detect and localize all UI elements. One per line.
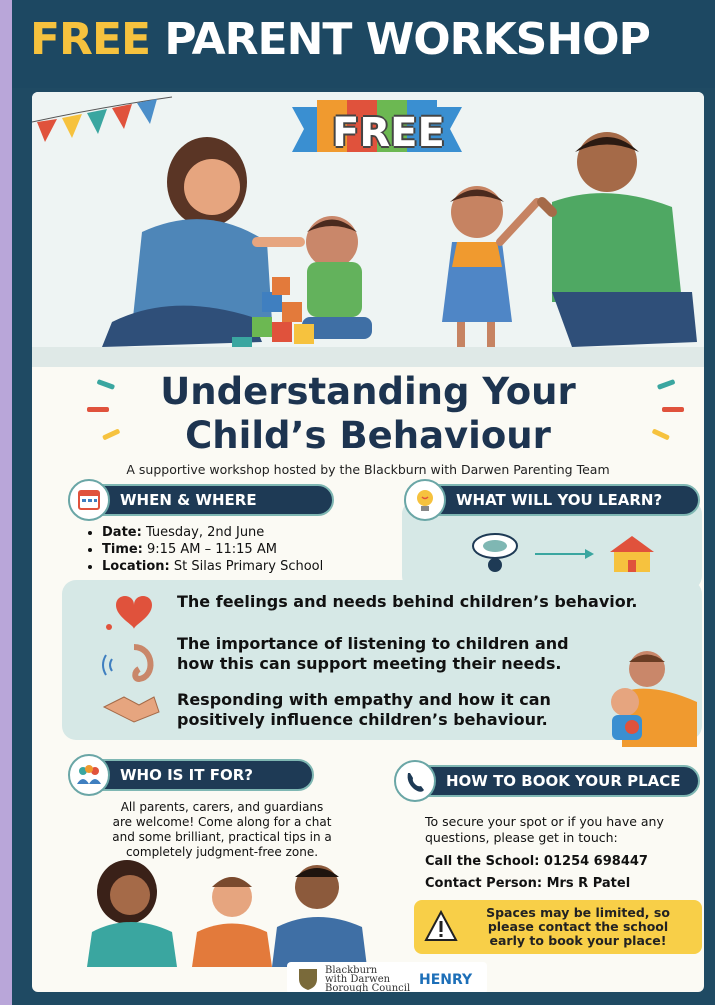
- banner-title-rest: PARENT WORKSHOP: [164, 14, 650, 65]
- poster-body: [32, 92, 704, 992]
- thinking-to-home-icon: [460, 532, 670, 576]
- learn-point-2a: The importance of listening to children and: [177, 634, 569, 653]
- henry-logo: HENRY: [419, 972, 473, 988]
- notice-line-1: Spaces may be limited, so: [486, 905, 670, 920]
- poster: [12, 0, 715, 1005]
- event-date-label: Date:: [102, 525, 142, 540]
- learn-point-icons: [94, 587, 164, 727]
- spaces-notice: [414, 900, 702, 954]
- girl-figure: [442, 186, 537, 347]
- book-intro: [425, 814, 695, 846]
- learn-point-1: The feelings and needs behind children’s behavior.: [177, 592, 638, 611]
- calendar-icon: [68, 479, 110, 521]
- bunting: [32, 97, 172, 142]
- top-banner: [12, 0, 715, 88]
- hero-illustration: [32, 92, 704, 367]
- contact-line: Contact Person: Mrs R Patel: [425, 876, 631, 891]
- phone-icon: [394, 760, 436, 802]
- when-where-heading-label: WHEN & WHERE: [120, 491, 257, 509]
- workshop-title-line2: Child’s Behaviour: [185, 414, 551, 457]
- who-line-4: completely judgment-free zone.: [125, 845, 319, 859]
- notice-text: [462, 906, 694, 948]
- event-time-value: 9:15 AM – 11:15 AM: [147, 542, 277, 557]
- who-line-3: and some brilliant, practical tips in a: [112, 830, 332, 844]
- heart-icon: [116, 596, 152, 629]
- parents-group-illustration: [72, 857, 372, 967]
- when-where-heading: [74, 484, 334, 516]
- who-line-1: All parents, carers, and guardians: [120, 800, 324, 814]
- mother-figure: [102, 137, 300, 347]
- who-heading: [74, 759, 314, 791]
- event-date: [102, 524, 323, 541]
- book-heading: [400, 765, 700, 797]
- council-crest-icon: [295, 965, 321, 991]
- council-line-2: with Darwen: [325, 974, 391, 985]
- council-line-1: Blackburn: [325, 965, 378, 976]
- event-date-value: Tuesday, 2nd June: [145, 525, 265, 540]
- workshop-title: [32, 370, 704, 458]
- learn-point-3a: Responding with empathy and how it can: [177, 690, 551, 709]
- notice-line-3: early to book your place!: [489, 933, 667, 948]
- handshake-icon: [104, 697, 159, 722]
- free-ribbon-label: FREE: [332, 110, 445, 156]
- book-intro-line-2: questions, please get in touch:: [425, 830, 618, 845]
- council-name: [325, 966, 410, 992]
- father-child-illustration: [597, 647, 704, 747]
- council-line-3: Borough Council: [325, 983, 411, 992]
- lightbulb-icon: [404, 479, 446, 521]
- book-heading-label: HOW TO BOOK YOUR PLACE: [446, 772, 681, 790]
- book-intro-line-1: To secure your spot or if you have any: [425, 814, 664, 829]
- ear-icon: [134, 647, 150, 679]
- who-heading-label: WHO IS IT FOR?: [120, 766, 253, 784]
- event-details: [84, 524, 323, 575]
- event-time: [102, 541, 323, 558]
- workshop-title-line1: Understanding Your: [160, 370, 576, 413]
- event-time-label: Time:: [102, 542, 143, 557]
- event-location: [102, 558, 323, 575]
- call-line: Call the School: 01254 698447: [425, 854, 648, 869]
- learn-heading: [410, 484, 700, 516]
- event-location-label: Location:: [102, 559, 170, 574]
- warning-icon: [424, 910, 458, 942]
- event-location-value: St Silas Primary School: [173, 559, 324, 574]
- who-description: [87, 800, 357, 860]
- banner-title: [30, 14, 715, 65]
- workshop-subtitle: A supportive workshop hosted by the Blackburn with Darwen Parenting Team: [126, 462, 610, 477]
- footer-logos: [287, 962, 487, 992]
- notice-line-2: please contact the school: [487, 919, 669, 934]
- learn-point-3b: positively influence children’s behaviour.: [177, 710, 548, 729]
- people-icon: [68, 754, 110, 796]
- who-line-2: are welcome! Come along for a chat: [112, 815, 332, 829]
- learn-point-2b: how this can support meeting their needs.: [177, 654, 562, 673]
- banner-title-accent: FREE: [30, 14, 151, 65]
- father-figure: [542, 132, 697, 347]
- learn-heading-label: WHAT WILL YOU LEARN?: [456, 491, 663, 509]
